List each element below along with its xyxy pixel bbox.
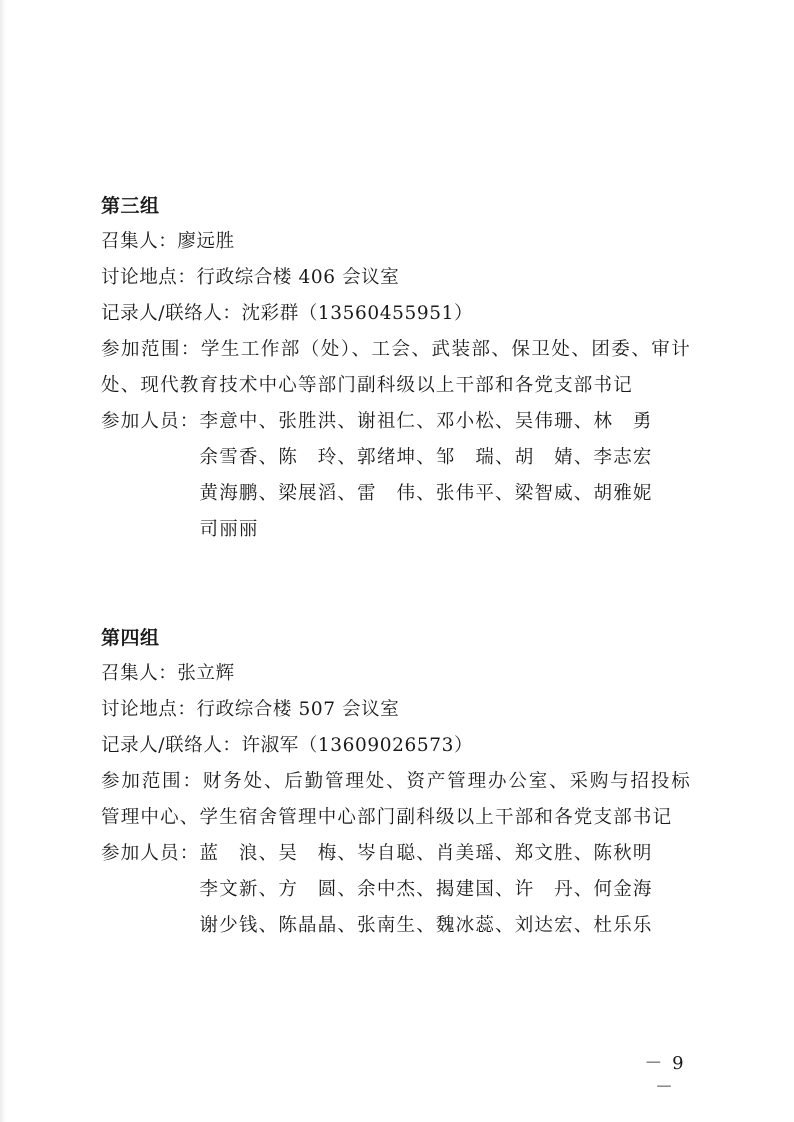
recorder-contact-line: 记录人/联络人：沈彩群（13560455951） (101, 303, 474, 324)
members-label: 参加人员： (101, 843, 200, 864)
recorder-contact-line: 记录人/联络人：许淑军（13609026573） (101, 735, 474, 756)
members-line: 黄海鹏、梁展滔、雷 伟、张伟平、梁智威、胡雅妮 (199, 483, 653, 504)
location-line: 讨论地点：行政综合楼 406 会议室 (101, 267, 400, 288)
members-block (101, 404, 701, 548)
members-block (101, 836, 701, 944)
members-line: 司丽丽 (199, 519, 259, 540)
scope-paragraph: 参加范围：财务处、后勤管理处、资产管理办公室、采购与招投标管理中心、学生宿舍管理中心部门副科级以上干部和各党支部书记 (101, 771, 691, 828)
members-line: 李文新、方 圆、余中杰、揭建国、许 丹、何金海 (199, 879, 653, 900)
group-section-4 (101, 620, 701, 944)
members-line: 李意中、张胜洪、谢祖仁、邓小松、吴伟珊、林 勇 (199, 411, 653, 432)
members-line: 蓝 浪、吴 梅、岑自聪、肖美瑶、郑文胜、陈秋明 (199, 843, 653, 864)
location-line: 讨论地点：行政综合楼 507 会议室 (101, 699, 400, 720)
page-edge-shadow (0, 0, 6, 1122)
members-label: 参加人员： (101, 411, 200, 432)
group-title: 第四组 (101, 627, 160, 649)
members-list (200, 836, 701, 944)
members-list (200, 404, 701, 548)
members-line: 余雪香、陈 玲、郭绪坤、邹 瑞、胡 婧、李志宏 (199, 447, 653, 468)
group-title: 第三组 (101, 195, 160, 217)
group-section-3 (101, 188, 701, 548)
page-number: － 9 － (644, 1053, 686, 1098)
convener-line: 召集人：张立辉 (101, 663, 235, 684)
convener-line: 召集人：廖远胜 (101, 231, 235, 252)
scope-paragraph: 参加范围：学生工作部（处）、工会、武装部、保卫处、团委、审计处、现代教育技术中心等部门副科级以上干部和各党支部书记 (101, 339, 691, 396)
members-line: 谢少钱、陈晶晶、张南生、魏冰蕊、刘达宏、杜乐乐 (199, 915, 653, 936)
